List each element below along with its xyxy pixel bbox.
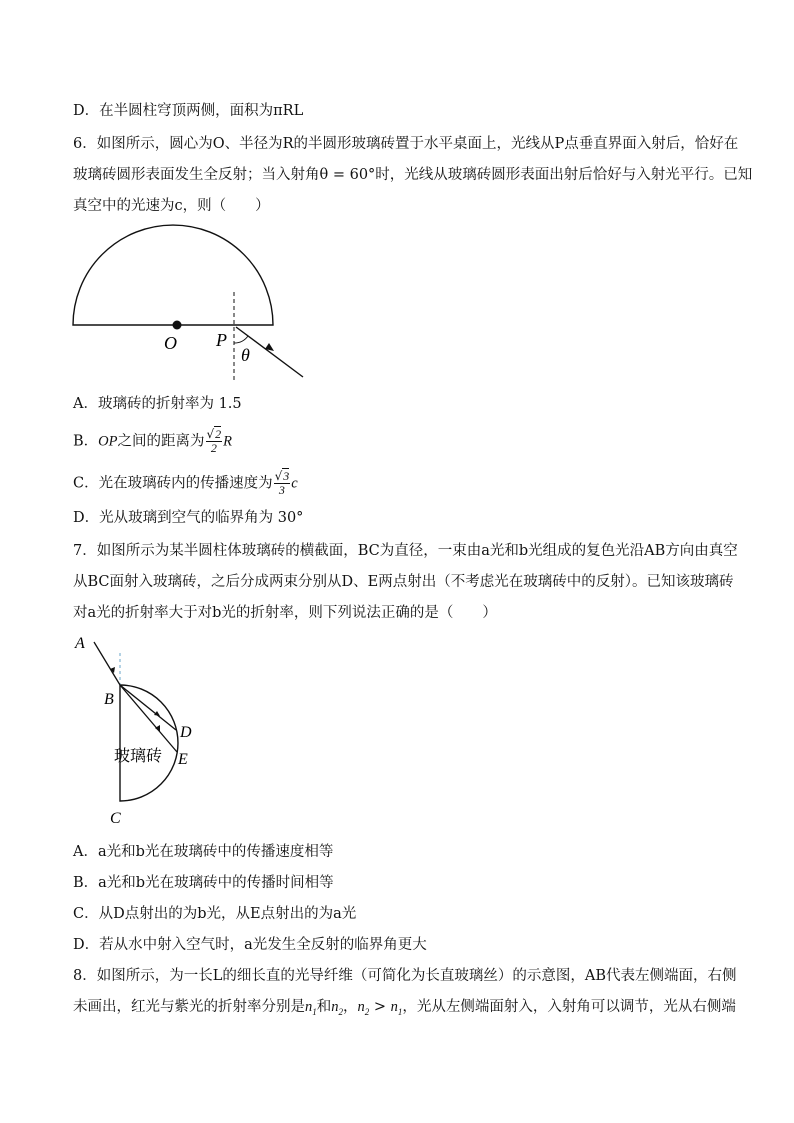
q7-label-b: B: [104, 691, 114, 708]
q7-figure: [70, 628, 230, 833]
q6-option-d: D．光从玻璃到空气的临界角为 30°: [73, 510, 304, 526]
q6-option-a: A．玻璃砖的折射率为 1.5: [73, 396, 242, 412]
q6-label-theta: θ: [241, 345, 250, 365]
q6-semicircle: [73, 225, 273, 325]
q7-incident-ray: [94, 642, 120, 685]
q6-figure: [60, 220, 320, 390]
q7-label-e: E: [178, 751, 188, 768]
q7-option-a: A．a光和b光在玻璃砖中的传播速度相等: [73, 844, 334, 860]
q7-option-b: B．a光和b光在玻璃砖中的传播时间相等: [73, 875, 334, 891]
q6-stem-line3: 真空中的光速为c，则（ ）: [73, 198, 270, 214]
q7-label-c: C: [110, 810, 121, 827]
q6-stem-line1: 6．如图所示，圆心为O、半径为R的半圆形玻璃砖置于水平桌面上，光线从P点垂直界面入射后，恰好在: [73, 136, 739, 152]
q6-c-fraction: $\frac{√3}{3}$: [274, 469, 290, 497]
q6-angle-arc: [234, 336, 248, 343]
q6-label-o: O: [164, 333, 177, 353]
q6-stem-line2: 玻璃砖圆形表面发生全反射；当入射角θ = 60°时，光线从玻璃砖圆形表面出射后恰好与入射光平行。已知: [73, 167, 753, 183]
q7-label-glass: 玻璃砖: [114, 748, 163, 765]
q5-option-d: D．在半圆柱穹顶两侧，面积为πRL: [73, 103, 304, 119]
q7-label-a: A: [75, 635, 85, 652]
q7-stem-line3: 对a光的折射率大于对b光的折射率，则下列说法正确的是（ ）: [73, 605, 497, 621]
q7-ray-to-e: [120, 685, 177, 752]
q7-stem-line2: 从BC面射入玻璃砖，之后分成两束分别从D、E两点射出（不考虑光在玻璃砖中的反射）。已知该玻璃砖: [73, 574, 734, 590]
q7-stem-line1: 7．如图所示为某半圆柱体玻璃砖的横截面，BC为直径，一束由a光和b光组成的复色光沿AB方向由真空: [73, 543, 738, 559]
q8-stem-line1: 8．如图所示，为一长L的细长直的光导纤维（可简化为长直玻璃丝）的示意图，AB代表左侧端面，右侧: [73, 968, 737, 984]
q8-stem-line2: 未画出，红光与紫光的折射率分别是$n_1$和$n_2$，$n_2 > n_1$，光从左侧端面射入，入射角可以调节，光从右侧端: [73, 999, 736, 1017]
q6-b-fraction: $\frac{√2}{2}$: [206, 427, 222, 455]
q7-option-c: C．从D点射出的为b光，从E点射出的为a光: [73, 906, 357, 922]
q6-center-point: [173, 321, 182, 330]
q7-option-d: D．若从水中射入空气时，a光发生全反射的临界角更大: [73, 937, 427, 953]
q6-option-c: C．光在玻璃砖内的传播速度为 $\frac{√3}{3}$ c: [73, 469, 298, 497]
q6-label-p: P: [216, 330, 227, 350]
q6-option-b: B．OP之间的距离为 $\frac{√2}{2}$ R: [73, 427, 233, 455]
q7-label-d: D: [180, 724, 192, 741]
